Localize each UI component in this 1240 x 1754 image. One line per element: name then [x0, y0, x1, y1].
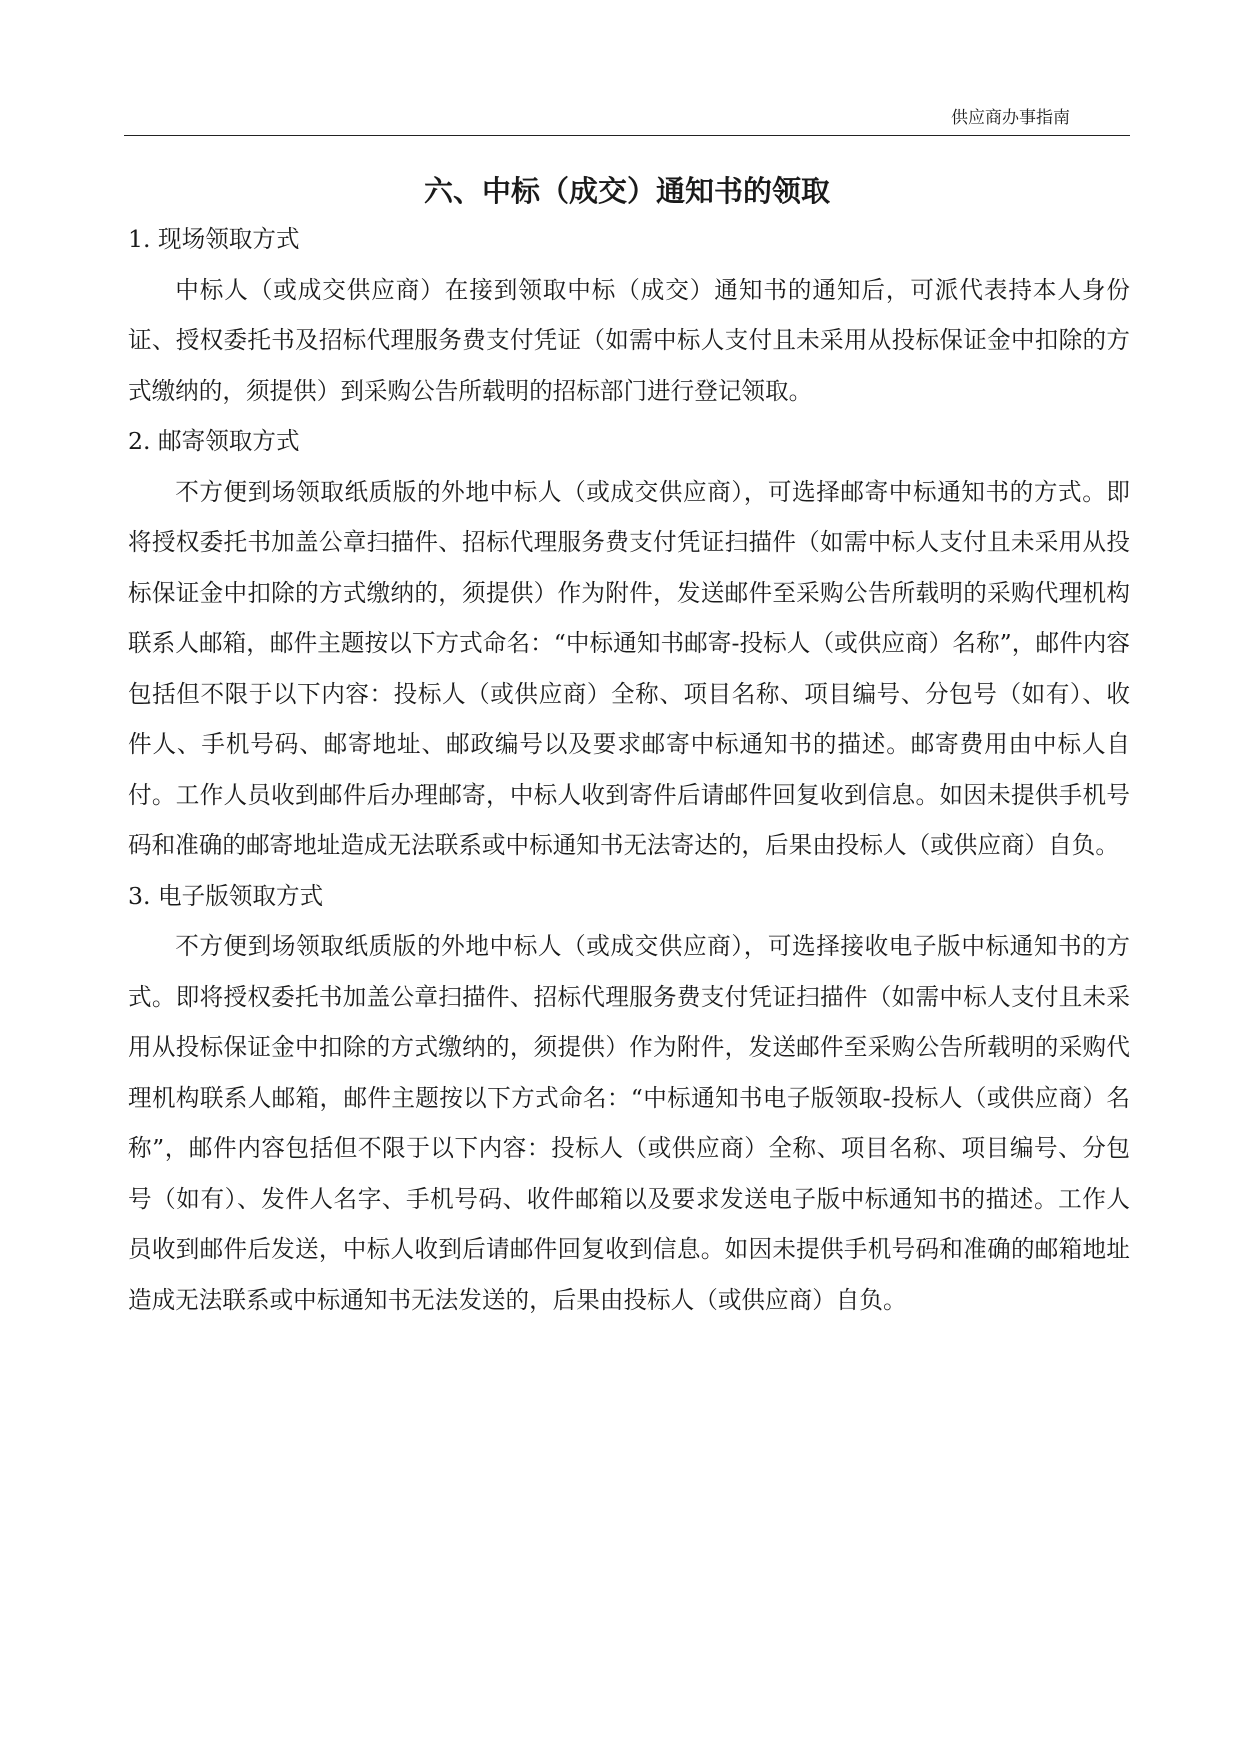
section-body-mail: 不方便到场领取纸质版的外地中标人（或成交供应商），可选择邮寄中标通知书的方式。即将授权委托书加盖公章扫描件、招标代理服务费支付凭证扫描件（如需中标人支付且未采用从投标保证金中扣除的方式缴纳的，须提供）作为附件，发送邮件至采购公告所载明的采购代理机构联系人邮箱，邮件主题按以下方式命名：“中标通知书邮寄-投标人（或供应商）名称”，邮件内容包括但不限于以下内容：投标人（或供应商）全称、项目名称、项目编号、分包号（如有）、收件人、手机号码、邮寄地址、邮政编号以及要求邮寄中标通知书的描述。邮寄费用由中标人自付。工作人员收到邮件后办理邮寄，中标人收到寄件后请邮件回复收到信息。如因未提供手机号码和准确的邮寄地址造成无法联系或中标通知书无法寄达的，后果由投标人（或供应商）自负。 [128, 477, 1130, 859]
section-body-onsite: 中标人（或成交供应商）在接到领取中标（成交）通知书的通知后，可派代表持本人身份证、授权委托书及招标代理服务费支付凭证（如需中标人支付且未采用从投标保证金中扣除的方式缴纳的，须提供）到采购公告所载明的招标部门进行登记领取。 [128, 275, 1130, 405]
section-heading-onsite: 1. 现场领取方式 [128, 225, 300, 253]
section-heading-mail: 2. 邮寄领取方式 [128, 427, 300, 455]
section-body-electronic: 不方便到场领取纸质版的外地中标人（或成交供应商），可选择接收电子版中标通知书的方式。即将授权委托书加盖公章扫描件、招标代理服务费支付凭证扫描件（如需中标人支付且未采用从投标保证金中扣除的方式缴纳的，须提供）作为附件，发送邮件至采购公告所载明的采购代理机构联系人邮箱，邮件主题按以下方式命名：“中标通知书电子版领取-投标人（或供应商）名称”，邮件内容包括但不限于以下内容：投标人（或供应商）全称、项目名称、项目编号、分包号（如有）、发件人名字、手机号码、收件邮箱以及要求发送电子版中标通知书的描述。工作人员收到邮件后发送，中标人收到后请邮件回复收到信息。如因未提供手机号码和准确的邮箱地址造成无法联系或中标通知书无法发送的，后果由投标人（或供应商）自负。 [128, 932, 1130, 1314]
section-heading-electronic: 3. 电子版领取方式 [128, 881, 324, 910]
header-rule [124, 135, 1130, 136]
running-header: 供应商办事指南 [951, 108, 1070, 128]
page-title: 六、中标（成交）通知书的领取 [423, 174, 830, 209]
document-body [128, 214, 1130, 1325]
